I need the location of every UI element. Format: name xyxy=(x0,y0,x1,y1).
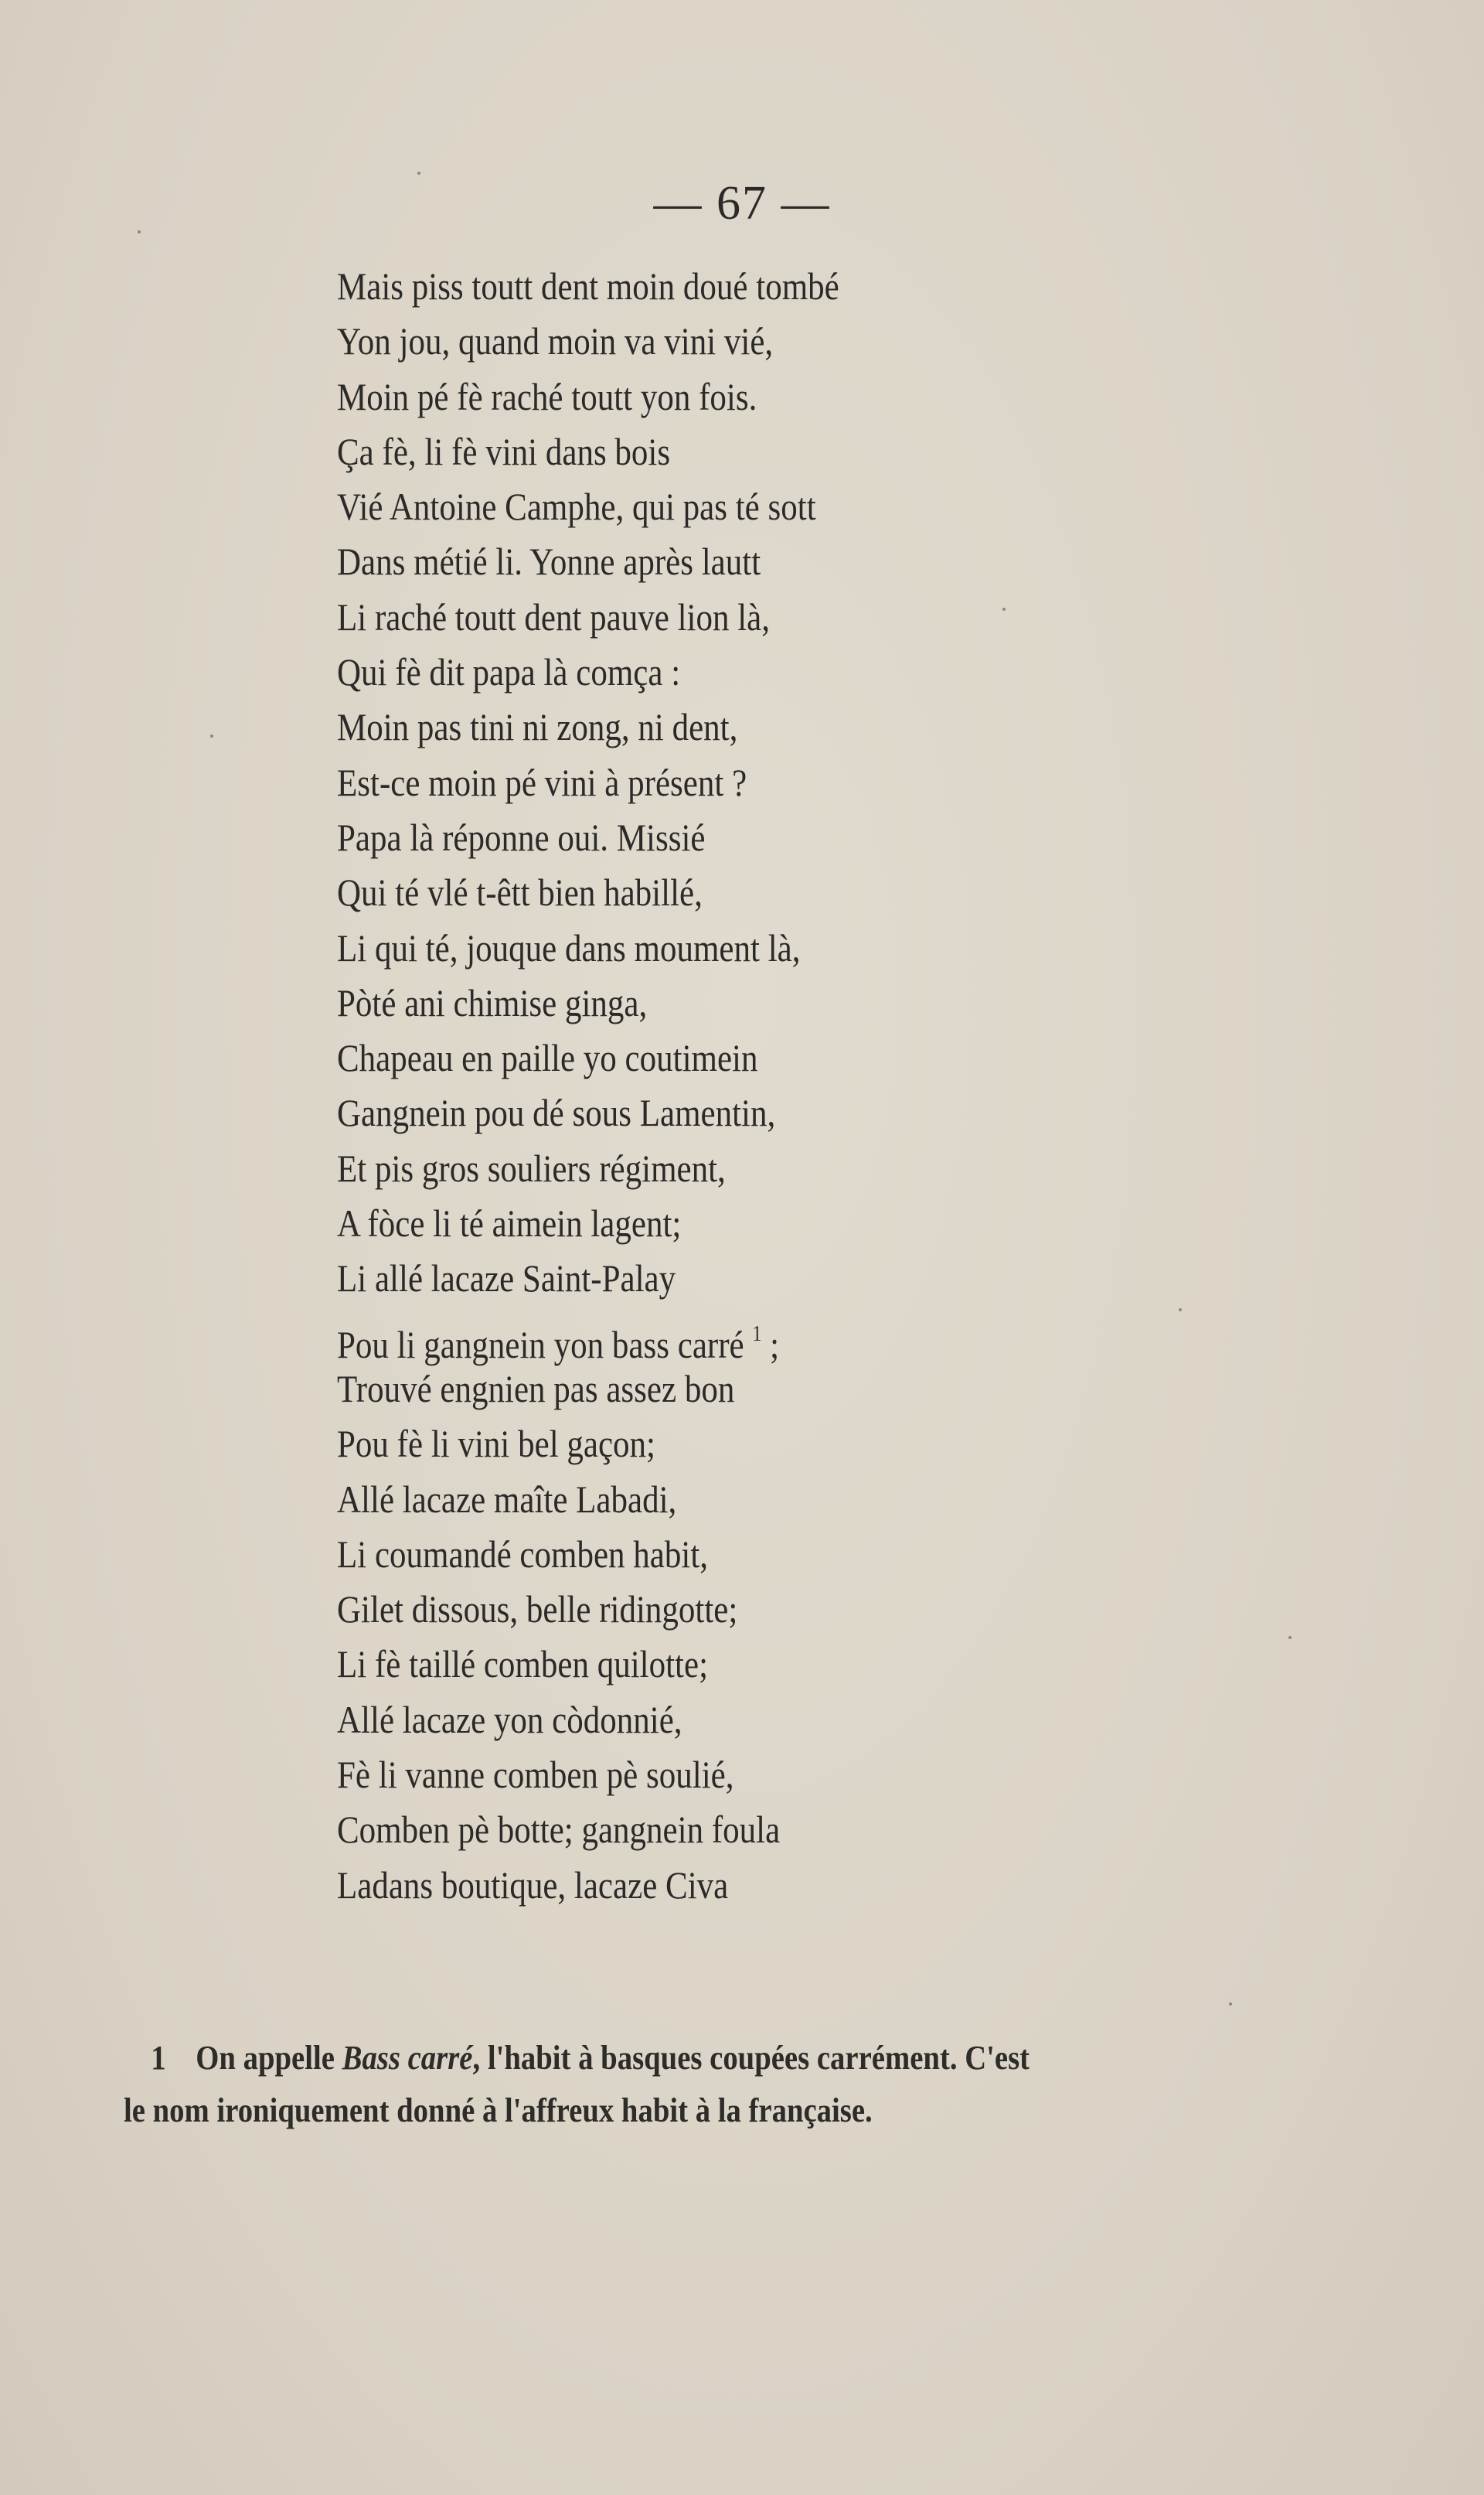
verse-line: Trouvé engnien pas assez bon xyxy=(337,1366,735,1410)
verse-line: Et pis gros souliers régiment, xyxy=(337,1146,726,1190)
verse-text: Pou li gangnein yon bass carré xyxy=(337,1322,744,1366)
verse-line: Gangnein pou dé sous Lamentin, xyxy=(337,1091,776,1135)
verse-line: Allé lacaze maîte Labadi, xyxy=(337,1477,677,1521)
verse-line: Qui fè dit papa là comça : xyxy=(337,650,681,694)
verse-line: Ça fè, li fè vini dans bois xyxy=(337,429,671,473)
verse-line: Papa là réponne oui. Missié xyxy=(337,815,706,859)
paper-speck xyxy=(138,230,141,233)
verse-line: Yon jou, quand moin va vini vié, xyxy=(337,319,774,363)
verse-line: Pou fè li vini bel gaçon; xyxy=(337,1422,656,1466)
verse-line: Fè li vanne comben pè soulié, xyxy=(337,1753,734,1797)
verse-line: Li raché toutt dent pauve lion là, xyxy=(337,595,771,639)
footnote-italic-term: Bass carré xyxy=(342,2039,473,2077)
verse-line: Vié Antoine Camphe, qui pas té sott xyxy=(337,485,816,529)
verse-line: Mais piss toutt dent moin doué tombé xyxy=(337,264,839,308)
verse-line: Li allé lacaze Saint-Palay xyxy=(337,1256,676,1300)
footnote-reference: 1 xyxy=(752,1321,762,1346)
verse-line: Comben pè botte; gangnein foula xyxy=(337,1808,781,1852)
footnote xyxy=(124,2032,1185,2137)
page-number: — 67 — xyxy=(653,177,831,230)
footnote-text-end: , l'habit à basques coupées carrément. C'est xyxy=(472,2039,1030,2077)
verse-line: Pòté ani chimise ginga, xyxy=(337,980,648,1024)
verse-line: Est-ce moin pé vini à présent ? xyxy=(337,760,747,804)
paper-speck xyxy=(210,735,213,738)
verse-line: Ladans boutique, lacaze Civa xyxy=(337,1863,729,1907)
paper-speck xyxy=(1002,608,1006,611)
footnote-number: 1 xyxy=(151,2039,166,2077)
verse-line: Li qui té, jouque dans moument là, xyxy=(337,925,801,970)
verse-punctuation: ; xyxy=(761,1322,780,1366)
verse-line: Chapeau en paille yo coutimein xyxy=(337,1036,758,1080)
paper-speck xyxy=(417,172,420,175)
footnote-text-start: On appelle xyxy=(196,2039,342,2077)
poem xyxy=(337,259,1342,1913)
footnote-line-2: le nom ironiquement donné à l'affreux habit à la française. xyxy=(124,2091,873,2129)
verse-line: Moin pas tini ni zong, ni dent, xyxy=(337,705,738,749)
verse-line: Qui té vlé t-êtt bien habillé, xyxy=(337,871,703,915)
verse-line: Dans métié li. Yonne après lautt xyxy=(337,540,761,584)
verse-line: Allé lacaze yon còdonnié, xyxy=(337,1697,682,1741)
verse-line-with-footnote xyxy=(337,1307,1201,1366)
paper-speck xyxy=(1229,2002,1232,2006)
paper-speck xyxy=(1288,1636,1292,1639)
verse-line: Moin pé fè raché toutt yon fois. xyxy=(337,374,757,418)
verse-line: Li fè taillé comben quilotte; xyxy=(337,1642,709,1686)
verse-line: A fòce li té aimein lagent; xyxy=(337,1201,682,1246)
verse-line: Gilet dissous, belle ridingotte; xyxy=(337,1587,738,1631)
verse-line: Li coumandé comben habit, xyxy=(337,1532,709,1576)
paper-speck xyxy=(1179,1308,1182,1311)
